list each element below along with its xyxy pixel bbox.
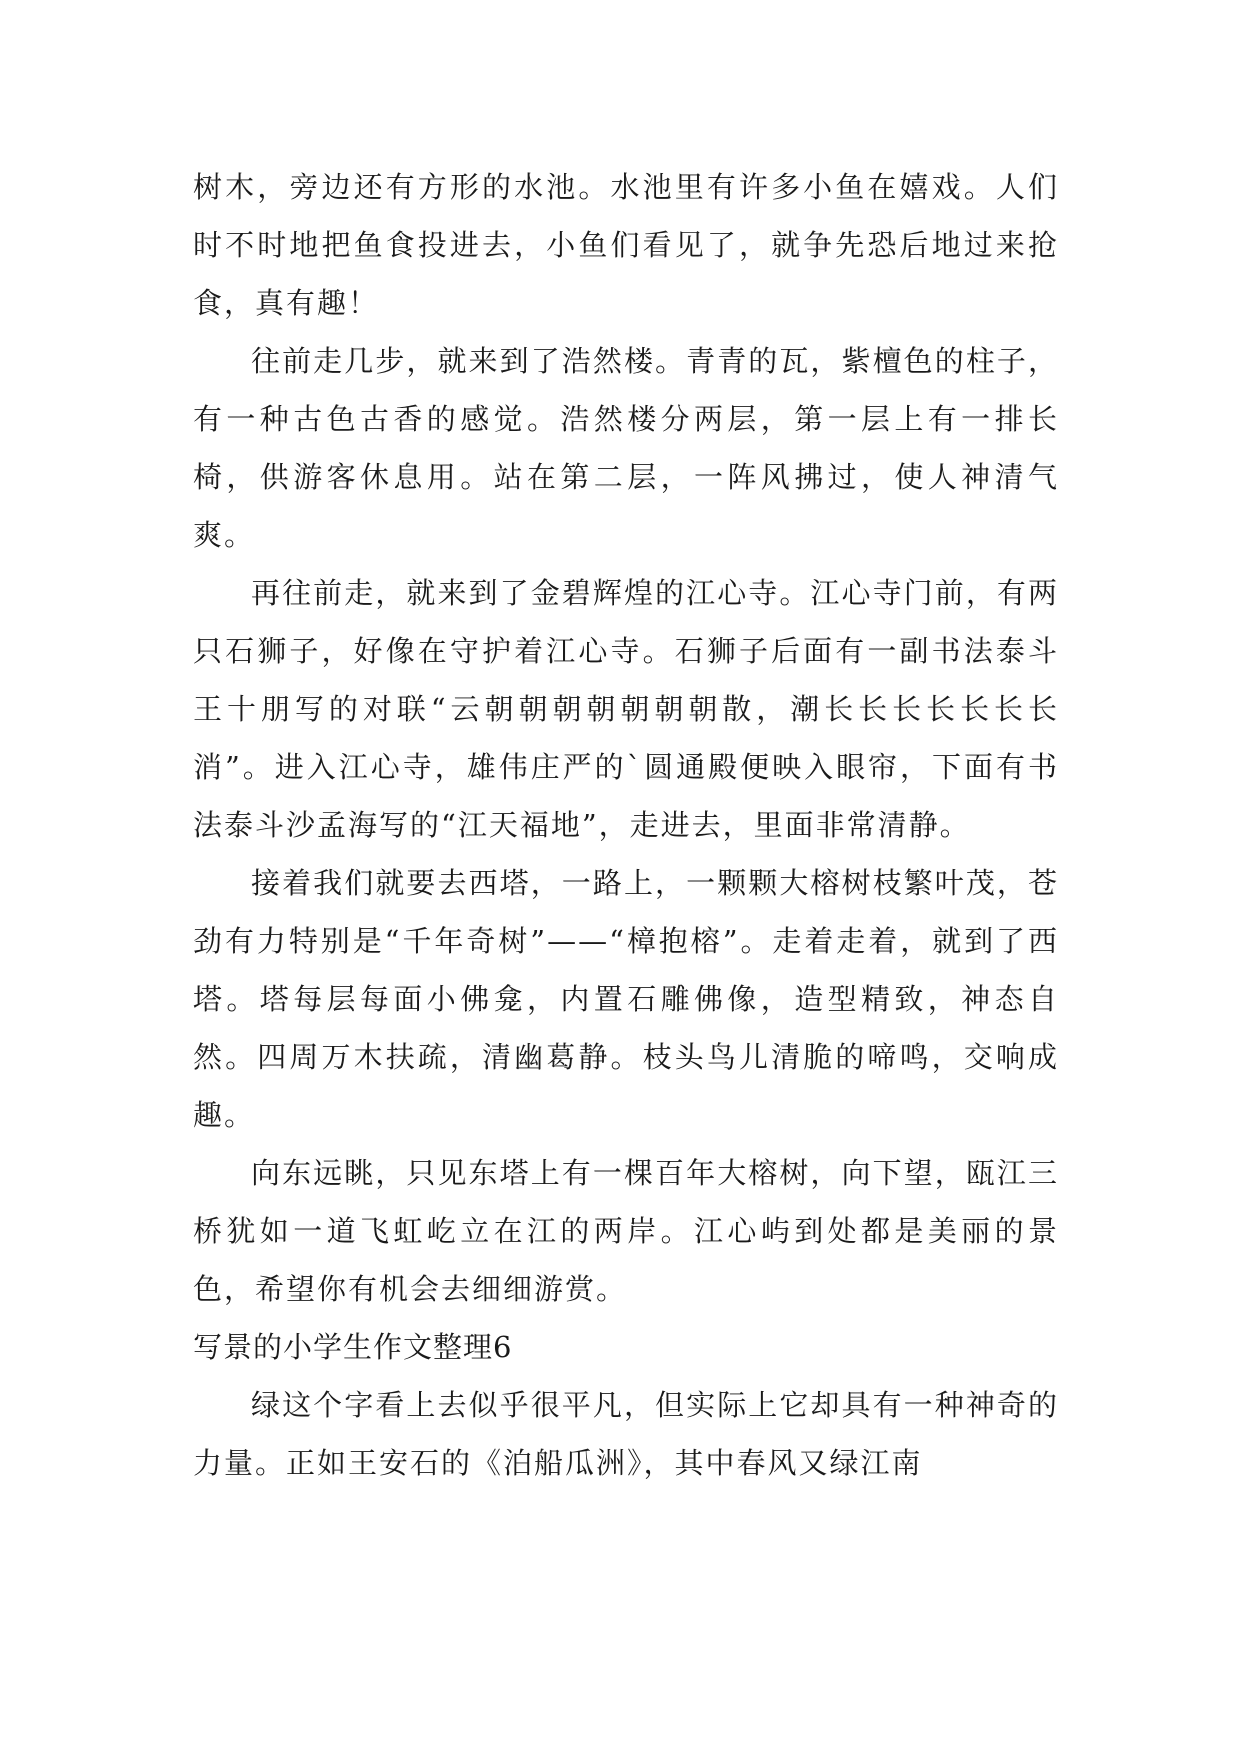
paragraph-1: 树木，旁边还有方形的水池。水池里有许多小鱼在嬉戏。人们时不时地把鱼食投进去，小鱼们看见了，就争先恐后地过来抢食，真有趣！: [193, 170, 1059, 320]
paragraph-2: 往前走几步，就来到了浩然楼。青青的瓦，紫檀色的柱子，有一种古色古香的感觉。浩然楼分两层，第一层上有一排长椅，供游客休息用。站在第二层，一阵风拂过，使人神清气爽。: [193, 344, 1059, 552]
document-page: [193, 158, 1059, 1492]
section-heading: 写景的小学生作文整理6: [193, 1330, 513, 1364]
paragraph-5: 向东远眺，只见东塔上有一棵百年大榕树，向下望，瓯江三桥犹如一道飞虹屹立在江的两岸。江心屿到处都是美丽的景色，希望你有机会去细细游赏。: [193, 1156, 1059, 1306]
paragraph-3: 再往前走，就来到了金碧辉煌的江心寺。江心寺门前，有两只石狮子，好像在守护着江心寺。石狮子后面有一副书法泰斗王十朋写的对联“云朝朝朝朝朝朝朝散，潮长长长长长长长消”。进入江心寺，雄伟庄严的`圆通殿便映入眼帘，下面有书法泰斗沙孟海写的“江天福地”，走进去，里面非常清静。: [193, 576, 1059, 842]
paragraph-4: 接着我们就要去西塔，一路上，一颗颗大榕树枝繁叶茂，苍劲有力特别是“千年奇树”——“樟抱榕”。走着走着，就到了西塔。塔每层每面小佛龛，内置石雕佛像，造型精致，神态自然。四周万木扶疏，清幽葛静。枝头鸟儿清脆的啼鸣，交响成趣。: [193, 866, 1059, 1132]
paragraph-6: 绿这个字看上去似乎很平凡，但实际上它却具有一种神奇的力量。正如王安石的《泊船瓜洲》，其中春风又绿江南: [193, 1388, 1059, 1480]
